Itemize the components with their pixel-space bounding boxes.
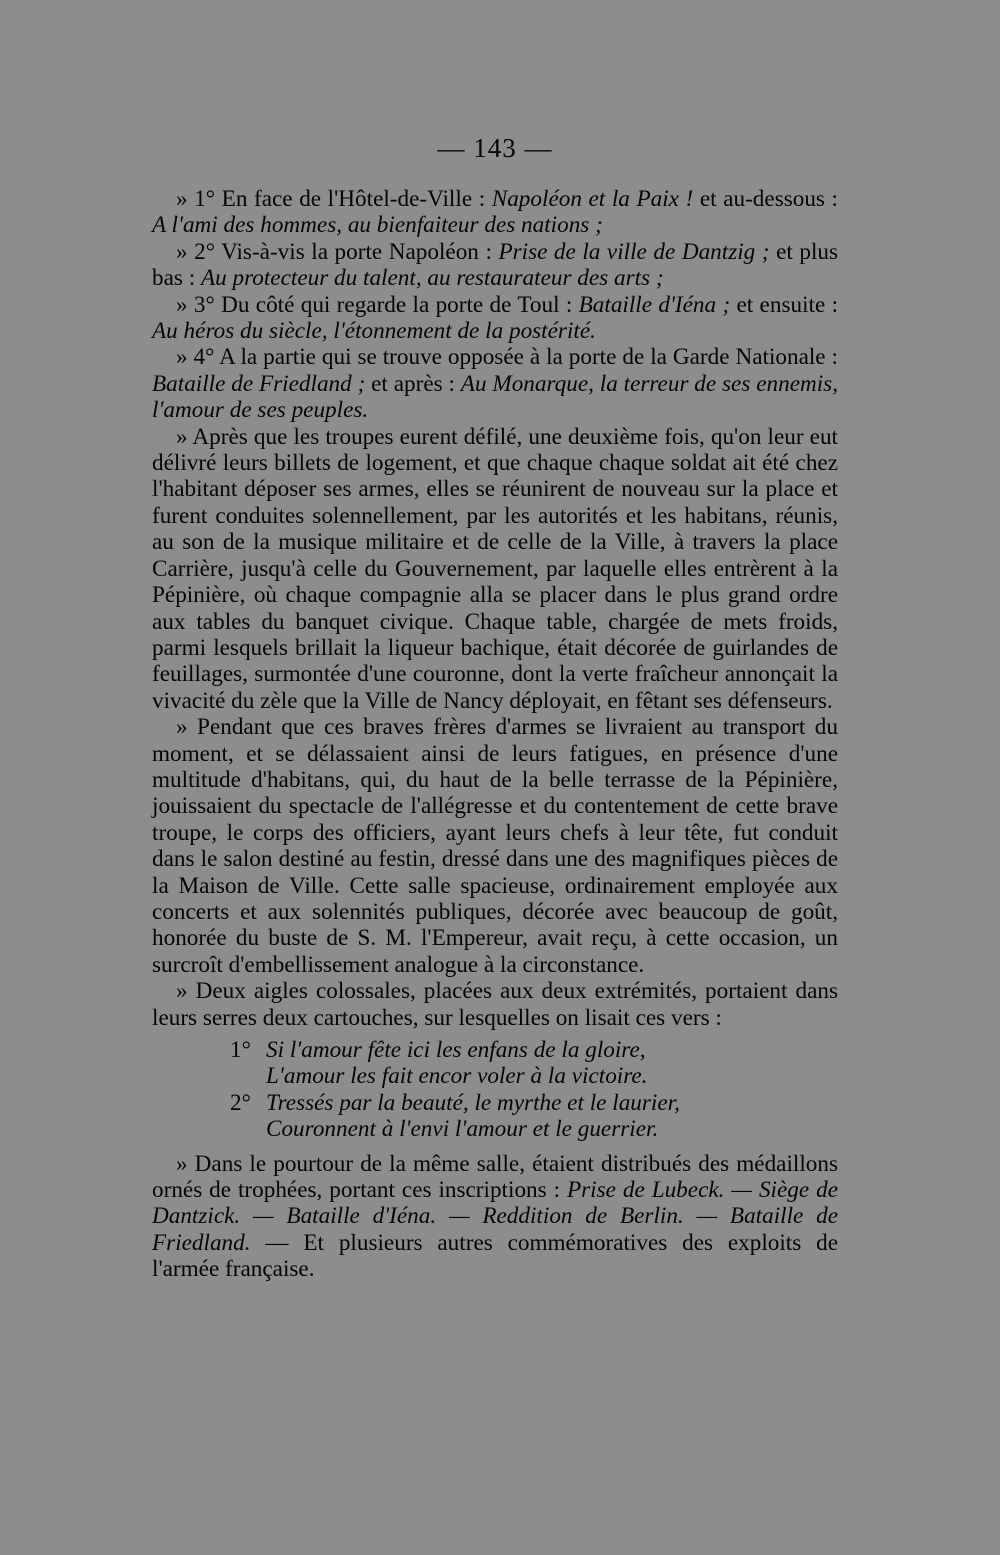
verse-text: Tressés par la beauté, le myrthe et le laurier, <box>266 1089 680 1116</box>
text-run: » 1° En face de l'Hôtel-de-Ville : <box>176 186 492 212</box>
body-text <box>152 186 838 1031</box>
italic-text: Bataille de Friedland ; <box>152 370 366 397</box>
verse-number: 2° <box>230 1089 251 1116</box>
page-number: — 143 — <box>437 133 553 163</box>
italic-text: Prise de Lubeck. — Siège de Dantzick. — Bataille d'Iéna. — Reddition de Berlin. — Bataille de Friedland. <box>152 1177 838 1256</box>
italic-text: Prise de la ville de Dantzig ; <box>498 238 770 265</box>
text-run: et ensuite : <box>730 291 839 318</box>
verse-number: 1° <box>230 1037 251 1063</box>
text-run: » Pendant que ces braves frères d'armes se livraient au transport du moment, et se délassaient ainsi de leurs fatigues, en présence d'une multitude d'habitans, qui, du haut de la belle terrasse de la Pépinière, jouissaient du spectacle de l'allégresse et du contentement de cette brave troupe, le corps des officiers, ayant leurs chefs à leur tête, fut conduit dans le salon destiné au festin, dressé dans une des magnifiques pièces de la Maison de Ville. Cette salle spacieuse, ordinairement employée aux concerts et aux solennités publiques, décorée avec beaucoup de goût, honorée du buste de S. M. l'Empereur, avait reçu, à cette occasion, un surcroît d'embellissement analogue à la circonstance. <box>152 714 838 978</box>
verse-line: L'amour les fait encor voler à la victoire. <box>266 1063 648 1090</box>
final-paragraph <box>152 1151 838 1283</box>
verse-line <box>230 1037 790 1063</box>
text-run: » 3° Du côté qui regarde la porte de Toul : <box>176 291 579 318</box>
text-run: » Dans le pourtour de la même salle, étaient distribués des médaillons ornés de trophées, portant ces inscriptions : <box>152 1150 838 1204</box>
text-run: » 4° A la partie qui se trouve opposée à la porte de la Garde Nationale : <box>176 344 838 371</box>
text-run: » Deux aigles colossales, placées aux deux extrémités, portaient dans leurs serres deux cartouches, sur lesquelles on lisait ces vers : <box>152 978 838 1031</box>
text-run: et après : <box>365 370 461 397</box>
text-run: et plus bas : <box>152 238 839 292</box>
italic-text: Au Monarque, la terreur de ses ennemis, l'amour de ses peuples. <box>152 370 838 424</box>
italic-text: A l'ami des hommes, au bienfaiteur des nations ; <box>152 212 603 239</box>
italic-text: Au héros du siècle, l'étonnement de la postérité. <box>152 318 596 345</box>
paragraph <box>152 239 838 292</box>
text-run: » Après que les troupes eurent défilé, une deuxième fois, qu'on leur eut délivré leurs billets de logement, et que chaque chaque soldat ait été chez l'habitant déposer ses armes, elles se réunirent de nouveau sur la place et furent conduites solennellement, par les autorités et les habitans, réunis, au son de la musique militaire et de celle de la Ville, à travers la place Carrière, jusqu'à celle du Gouvernement, par laquelle elles entrèrent à la Pépinière, où chaque compagnie alla se placer dans le plus grand ordre aux tables du banquet civique. Chaque table, chargée de mets froids, parmi lesquels brillait la liqueur bachique, était décorée de guirlandes de feuillages, surmontée d'une couronne, dont la verte fraîcheur annonçait la vivacité du zèle que la Ville de Nancy déployait, en fêtant ses défenseurs. <box>152 423 838 714</box>
italic-text: Bataille d'Iéna ; <box>578 291 731 318</box>
paragraph <box>152 978 838 1031</box>
text-run: et au-dessous : <box>693 186 838 212</box>
text-run: » 2° Vis-à-vis la porte Napoléon : <box>176 238 499 265</box>
paragraph <box>152 424 838 714</box>
verse-block <box>230 1037 790 1143</box>
document-page <box>152 132 838 1283</box>
verse-line: Couronnent à l'envi l'amour et le guerrier. <box>266 1116 659 1143</box>
paragraph <box>152 186 838 239</box>
paragraph <box>152 292 838 345</box>
verse-text: Si l'amour fête ici les enfans de la gloire, <box>266 1037 646 1063</box>
italic-text: Napoléon et la Paix ! <box>491 186 694 212</box>
italic-text: Au protecteur du talent, au restaurateur des arts ; <box>200 265 664 292</box>
paragraph <box>152 714 838 978</box>
text-run: — Et plusieurs autres commémoratives des exploits de l'armée française. <box>152 1229 838 1283</box>
paragraph <box>152 344 838 423</box>
verse-line <box>230 1090 790 1116</box>
